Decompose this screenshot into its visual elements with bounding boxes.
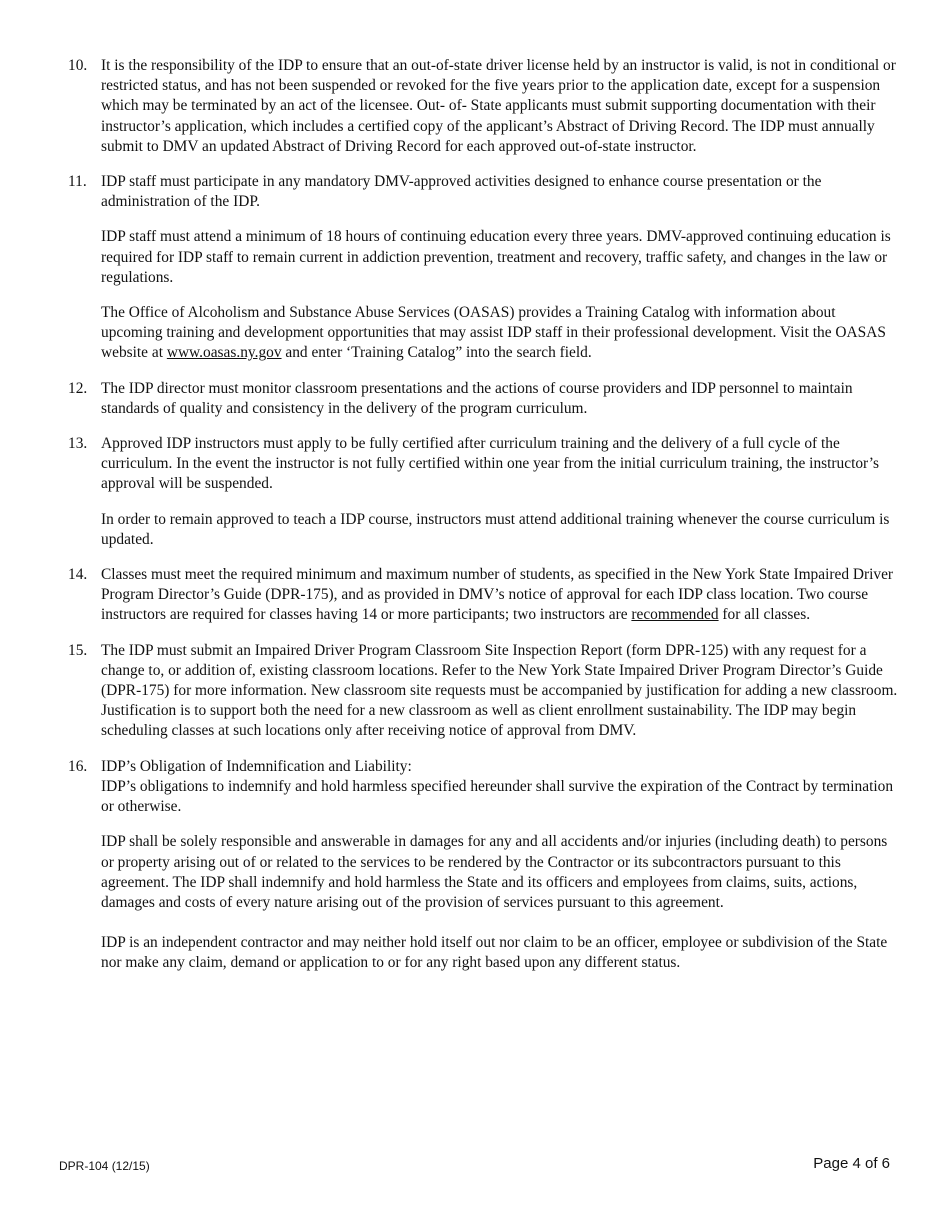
list-item-15 [68, 641, 898, 742]
item-text [101, 641, 898, 742]
item-number: 15. [68, 641, 88, 659]
paragraph [101, 565, 898, 626]
list-item-10 [68, 56, 898, 157]
list-item-14 [68, 565, 898, 626]
paragraph: It is the responsibility of the IDP to ensure that an out-of-state driver license held by an instructor is valid, is not in conditional or restricted status, and has not been suspended or revoked for the five years prior to the application date, except for a suspension which may be terminated by an act of the licensee. Out- of- State applicants must submit supporting documentation with their instructor’s application, which includes a certified copy of the applicant’s Abstract of Driving Record. The IDP must annually submit to DMV an updated Abstract of Driving Record for each approved out-of-state instructor. [101, 57, 896, 155]
paragraph: IDP staff must attend a minimum of 18 hours of continuing education every three years. DMV-approved continuing education is required for IDP staff to remain current in addiction prevention, treatment and recovery, traffic safety, and changes in the law or regulations. [101, 228, 891, 286]
item-text [101, 56, 898, 157]
list-item-12 [68, 379, 898, 419]
paragraph: The IDP director must monitor classroom presentations and the actions of course providers and IDP personnel to maintain standards of quality and consistency in the delivery of the program curriculum. [101, 379, 853, 417]
item-number: 12. [68, 379, 88, 397]
underlined-word: recommended [631, 606, 719, 624]
paragraph: In order to remain approved to teach a IDP course, instructors must attend additional training whenever the course curriculum is updated. [101, 510, 890, 548]
item-text [101, 757, 898, 974]
paragraph: IDP is an independent contractor and may neither hold itself out nor claim to be an officer, employee or subdivision of the State nor make any claim, demand or application to or for any right based upon any different status. [101, 934, 888, 972]
document-body [68, 56, 898, 989]
item-text [101, 565, 898, 626]
list-item-11 [68, 172, 898, 364]
paragraph-text: Classes must meet the required minimum and maximum number of students, as specified in the New York State Impaired Driver Program Director’s Guide (DPR-175), and as provided in DMV’s notice of approval for each IDP class location. Two course instructors are required for classes having 14 or more participants; two instructors are [101, 566, 894, 624]
paragraph: IDP shall be solely responsible and answerable in damages for any and all accidents and/or injuries (including death) to persons or property arising out of or related to the services to be rendered by the Contractor or its subcontractors pursuant to this agreement. The IDP shall indemnify and hold harmless the State and its officers and employees from claims, suits, actions, damages and costs of every nature arising out of the provision of services pursuant to this agreement. [101, 833, 888, 911]
item-number: 10. [68, 57, 88, 74]
oasas-website-link[interactable]: www.oasas.ny.gov [166, 344, 282, 362]
page-number: Page 4 of 6 [813, 1155, 890, 1172]
paragraph: The IDP must submit an Impaired Driver Program Classroom Site Inspection Report (form DPR-125) with any request for a change to, or addition of, existing classroom locations. Refer to the New York State Impaired Driver Program Director’s Guide (DPR-175) for more information. New classroom site requests must be accompanied by justification for adding a new classroom. Justification is to support both the need for a new classroom as well as client enrollment sustainability. The IDP may begin scheduling classes at such locations only after receiving notice of approval from DMV. [101, 641, 898, 740]
paragraph-text: for all classes. [718, 606, 811, 624]
paragraph [101, 303, 898, 364]
item-number: 16. [68, 757, 88, 775]
paragraph: IDP’s obligations to indemnify and hold harmless specified hereunder shall survive the expiration of the Contract by termination or otherwise. [101, 777, 894, 816]
item-text [101, 434, 898, 550]
item-number: 14. [68, 566, 88, 584]
paragraph-text: The Office of Alcoholism and Substance Abuse Services (OASAS) provides a Training Catalog with information about upcoming training and development opportunities that may assist IDP staff in their professional development. Visit the OASAS website at [101, 304, 886, 362]
item-text [101, 172, 898, 364]
paragraph-text: and enter ‘Training Catalog” into the search field. [281, 344, 592, 362]
item-text [101, 379, 898, 419]
list-item-13 [68, 434, 898, 550]
section-heading: IDP’s Obligation of Indemnification and Liability: [101, 757, 412, 775]
form-id: DPR-104 (12/15) [59, 1159, 150, 1173]
item-number: 11. [68, 173, 87, 191]
list-item-16 [68, 757, 898, 974]
item-number: 13. [68, 435, 88, 453]
paragraph: IDP staff must participate in any mandatory DMV-approved activities designed to enhance course presentation or the administration of the IDP. [101, 173, 822, 211]
paragraph: Approved IDP instructors must apply to be fully certified after curriculum training and the delivery of a full cycle of the curriculum. In the event the instructor is not fully certified within one year from the initial curriculum training, the instructor’s approval will be suspended. [101, 435, 880, 493]
